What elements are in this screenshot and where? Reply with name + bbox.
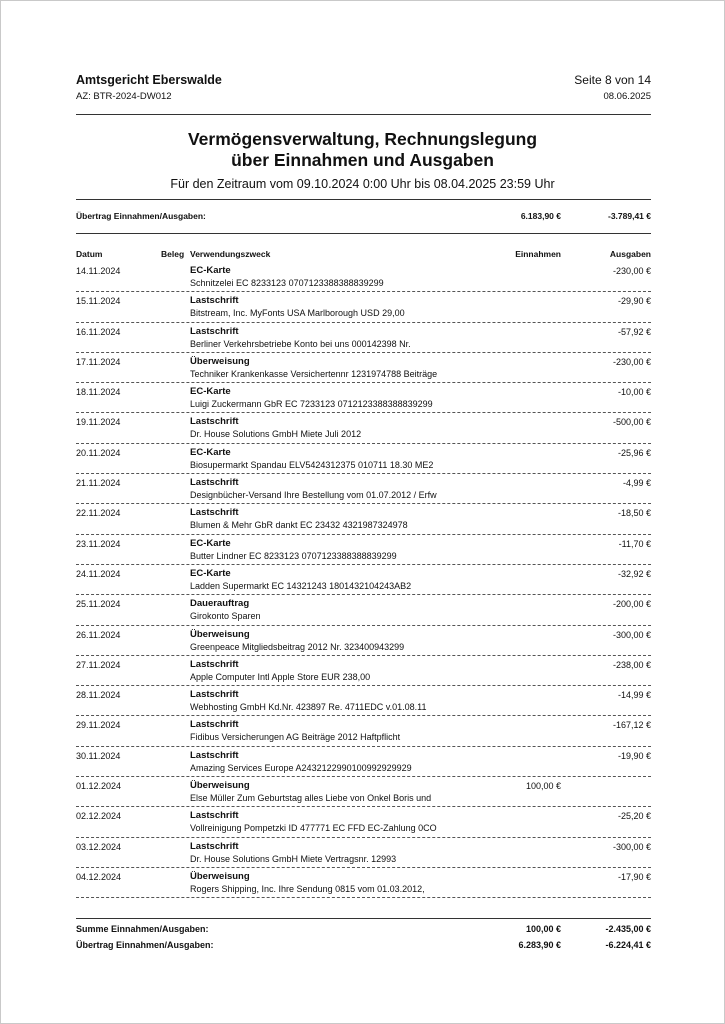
- row-type: EC-Karte: [190, 386, 231, 398]
- row-ausgaben: -17,90 €: [617, 871, 651, 882]
- row-ausgaben: -500,00 €: [612, 417, 651, 428]
- row-description: Girokonto Sparen: [190, 611, 261, 622]
- row-date: 14.11.2024: [76, 266, 121, 276]
- row-ausgaben: -25,96 €: [617, 447, 651, 458]
- row-ausgaben: -32,92 €: [617, 568, 651, 579]
- row-date: 03.12.2024: [76, 841, 122, 852]
- row-type: EC-Karte: [190, 446, 231, 458]
- row-description: Amazing Services Europe A2432122990100992929929: [190, 762, 412, 773]
- row-ausgaben: -29,90 €: [617, 296, 651, 307]
- col-einnahmen: Einnahmen: [515, 249, 561, 259]
- row-description: Dr. House Solutions GmbH Miete Vertragsnr. 12993: [190, 853, 397, 864]
- col-beleg: Beleg: [161, 249, 185, 259]
- table-row: [76, 504, 651, 534]
- row-type: EC-Karte: [190, 567, 231, 579]
- row-date: 28.11.2024: [76, 690, 121, 701]
- row-ausgaben: -167,12 €: [612, 720, 651, 731]
- row-date: 02.12.2024: [76, 811, 122, 822]
- row-date: 18.11.2024: [76, 387, 121, 398]
- carry-in-row: [76, 211, 651, 221]
- row-date: 30.11.2024: [76, 750, 121, 761]
- row-date: 27.11.2024: [76, 659, 121, 670]
- row-ausgaben: -200,00 €: [612, 599, 651, 610]
- row-ausgaben: -10,00 €: [617, 387, 651, 398]
- period-subtitle: Für den Zeitraum vom 09.10.2024 0:00 Uhr bis 08.04.2025 23:59 Uhr: [170, 177, 555, 191]
- row-type: Lastschrift: [190, 416, 239, 428]
- carry-in-einnahmen: 6.183,90 €: [520, 211, 561, 221]
- row-description: Schnitzelei EC 8233123 0707123388388839299: [190, 278, 384, 288]
- table-row: [76, 656, 651, 686]
- row-description: Butter Lindner EC 8233123 0707123388388839299: [190, 550, 397, 561]
- table-row: [76, 626, 651, 656]
- col-datum: Datum: [76, 249, 103, 259]
- table-row: [76, 535, 651, 565]
- row-type: Lastschrift: [190, 840, 239, 852]
- row-date: 22.11.2024: [76, 508, 121, 519]
- document-title: [1, 129, 724, 191]
- carry-out-label: Übertrag Einnahmen/Ausgaben:: [76, 940, 214, 950]
- row-date: 23.11.2024: [76, 538, 121, 549]
- row-type: Lastschrift: [190, 658, 239, 670]
- carry-in-ausgaben: -3.789,41 €: [607, 211, 651, 221]
- sum-divider: [76, 918, 651, 919]
- page-header: [76, 73, 651, 102]
- table-row: [76, 292, 651, 322]
- row-type: Lastschrift: [190, 477, 239, 489]
- row-description: Biosupermarkt Spandau ELV5424312375 010711 18.30 ME2: [190, 459, 434, 470]
- row-date: 15.11.2024: [76, 296, 121, 307]
- row-einnahmen: 100,00 €: [525, 781, 561, 792]
- row-description: Luigi Zuckermann GbR EC 7233123 0712123388388839299: [190, 399, 433, 410]
- row-ausgaben: -300,00 €: [612, 629, 651, 640]
- table-row: [76, 747, 651, 777]
- row-type: Lastschrift: [190, 719, 239, 731]
- table-row: [76, 565, 651, 595]
- row-ausgaben: -230,00 €: [612, 266, 651, 276]
- table-row: [76, 838, 651, 868]
- row-description: Greenpeace Mitgliedsbeitrag 2012 Nr. 323400943299: [190, 641, 405, 652]
- row-type: Überweisung: [190, 628, 250, 640]
- row-type: Lastschrift: [190, 689, 239, 701]
- row-type: Lastschrift: [190, 507, 239, 519]
- row-description: Vollreinigung Pompetzki ID 477771 EC FFD EC-Zahlung 0CO: [190, 823, 437, 834]
- row-description: Techniker Krankenkasse Versichertennr 1231974788 Beiträge: [190, 368, 438, 379]
- table-header: [76, 249, 651, 261]
- row-date: 21.11.2024: [76, 478, 121, 489]
- row-type: Überweisung: [190, 355, 250, 367]
- row-description: Fidibus Versicherungen AG Beiträge 2012 Haftpflicht: [190, 732, 401, 743]
- header-divider: [76, 114, 651, 115]
- row-type: Überweisung: [190, 780, 250, 792]
- page-number: Seite 8 von 14: [574, 73, 651, 87]
- row-ausgaben: -19,90 €: [617, 750, 651, 761]
- row-type: Überweisung: [190, 870, 250, 882]
- row-ausgaben: -300,00 €: [612, 841, 651, 852]
- row-date: 24.11.2024: [76, 568, 121, 579]
- sum-ausgaben: -2.435,00 €: [605, 924, 651, 934]
- table-row: [76, 353, 651, 383]
- row-description: Else Müller Zum Geburtstag alles Liebe von Onkel Boris und: [190, 793, 432, 804]
- table-row: [76, 807, 651, 837]
- col-ausgaben: Ausgaben: [609, 249, 651, 259]
- carry-in-label: Übertrag Einnahmen/Ausgaben:: [76, 211, 206, 221]
- table-row: [76, 686, 651, 716]
- carry-out-row: [76, 940, 651, 952]
- row-ausgaben: -14,99 €: [617, 690, 651, 701]
- row-date: 01.12.2024: [76, 781, 122, 792]
- row-ausgaben: -230,00 €: [612, 356, 651, 367]
- row-type: EC-Karte: [190, 265, 231, 276]
- row-description: Rogers Shipping, Inc. Ihre Sendung 0815 vom 01.03.2012,: [190, 883, 425, 894]
- court-name: Amtsgericht Eberswalde: [76, 73, 222, 87]
- table-row: [76, 716, 651, 746]
- row-date: 26.11.2024: [76, 629, 121, 640]
- table-row: [76, 868, 651, 898]
- row-date: 20.11.2024: [76, 447, 121, 458]
- title-divider: [76, 199, 651, 200]
- row-date: 04.12.2024: [76, 871, 122, 882]
- row-ausgaben: -57,92 €: [617, 326, 651, 337]
- row-ausgaben: -4,99 €: [622, 478, 651, 489]
- row-type: Lastschrift: [190, 810, 239, 822]
- table-row: [76, 383, 651, 413]
- row-description: Dr. House Solutions GmbH Miete Juli 2012: [190, 429, 362, 440]
- title-line-2: über Einnahmen und Ausgaben: [231, 150, 494, 170]
- carry-out-ausgaben: -6.224,41 €: [605, 940, 651, 950]
- row-type: Lastschrift: [190, 749, 239, 761]
- row-description: Berliner Verkehrsbetriebe Konto bei uns 000142398 Nr.: [190, 338, 411, 349]
- table-row: [76, 323, 651, 353]
- sum-row: [76, 924, 651, 936]
- title-line-1: Vermögensverwaltung, Rechnungslegung: [187, 129, 538, 149]
- carry-divider: [76, 233, 651, 234]
- row-ausgaben: -25,20 €: [617, 811, 651, 822]
- table-row: [76, 595, 651, 625]
- row-date: 17.11.2024: [76, 356, 121, 367]
- sum-label: Summe Einnahmen/Ausgaben:: [76, 924, 209, 934]
- transaction-table: [76, 262, 651, 898]
- table-row: [76, 262, 651, 292]
- table-row: [76, 444, 651, 474]
- row-type: EC-Karte: [190, 537, 231, 549]
- file-reference: AZ: BTR-2024-DW012: [76, 91, 172, 102]
- row-type: Lastschrift: [190, 325, 239, 337]
- row-date: 16.11.2024: [76, 326, 121, 337]
- row-description: Webhosting GmbH Kd.Nr. 423897 Re. 4711EDC v.01.08.11: [190, 702, 427, 713]
- row-description: Bitstream, Inc. MyFonts USA Marlborough USD 29,00: [190, 308, 405, 319]
- row-description: Apple Computer Intl Apple Store EUR 238,00: [190, 671, 371, 682]
- carry-out-einnahmen: 6.283,90 €: [518, 940, 561, 950]
- row-ausgaben: -18,50 €: [617, 508, 651, 519]
- row-description: Ladden Supermarkt EC 14321243 1801432104243AB2: [190, 580, 412, 591]
- table-row: [76, 777, 651, 807]
- col-verwendungszweck: Verwendungszweck: [190, 249, 271, 259]
- table-row: [76, 413, 651, 443]
- sum-einnahmen: 100,00 €: [525, 924, 561, 934]
- row-description: Blumen & Mehr GbR dankt EC 23432 4321987324978: [190, 520, 408, 531]
- row-type: Lastschrift: [190, 295, 239, 307]
- row-date: 19.11.2024: [76, 417, 121, 428]
- row-ausgaben: -238,00 €: [612, 659, 651, 670]
- row-date: 29.11.2024: [76, 720, 121, 731]
- row-type: Dauerauftrag: [190, 598, 250, 610]
- document-date: 08.06.2025: [603, 91, 651, 102]
- row-ausgaben: -11,70 €: [618, 538, 651, 549]
- row-date: 25.11.2024: [76, 599, 121, 610]
- table-row: [76, 474, 651, 504]
- row-description: Designbücher-Versand Ihre Bestellung vom 01.07.2012 / Erfw: [190, 490, 437, 501]
